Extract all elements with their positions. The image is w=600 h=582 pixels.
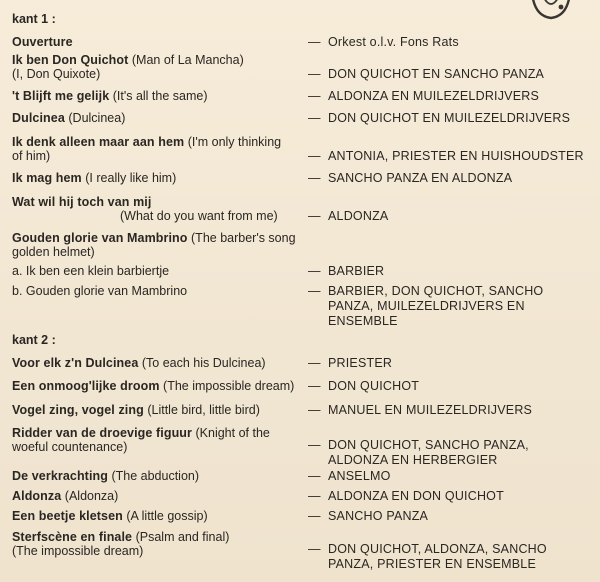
track-performers: BARBIER [328, 264, 385, 278]
dash: — [308, 209, 321, 223]
track-subtitle: (It's all the same) [112, 89, 208, 103]
track-performers: DON QUICHOT EN SANCHO PANZA [328, 67, 545, 81]
track-performers: BARBIER, DON QUICHOT, SANCHO [328, 284, 544, 298]
track-performers-line2: ALDONZA EN HERBERGIER [328, 453, 498, 467]
track-performers: DON QUICHOT, ALDONZA, SANCHO [328, 542, 547, 556]
dash: — [308, 149, 321, 163]
track-subtitle: (Knight of the [195, 426, 270, 440]
track-performers: DON QUICHOT [328, 379, 420, 393]
track-subtitle: (Man of La Mancha) [131, 53, 244, 67]
track-performers: Orkest o.l.v. Fons Rats [328, 35, 459, 49]
track-title: a. Ik ben een klein barbiertje [12, 264, 170, 278]
dash: — [308, 379, 321, 393]
track-subtitle: (I'm only thinking [187, 135, 282, 149]
track-subtitle: (I really like him) [85, 171, 177, 185]
track-title: Gouden glorie van Mambrino [12, 231, 188, 245]
track-performers: MANUEL EN MUILEZELDRIJVERS [328, 403, 533, 417]
dash: — [308, 284, 321, 298]
dash: — [308, 264, 321, 278]
track-title: Een onmoog'lijke droom [12, 379, 160, 393]
label-logo-icon [530, 0, 572, 20]
track-subtitle-line2: of him) [12, 149, 51, 163]
dash: — [308, 67, 321, 81]
track-subtitle-line2: golden helmet) [12, 245, 95, 259]
dash: — [308, 356, 321, 370]
dash: — [308, 403, 321, 417]
track-title: Ouverture [12, 35, 73, 49]
track-subtitle: (The impossible dream) [163, 379, 295, 393]
track-title: Ik denk alleen maar aan hem [12, 135, 185, 149]
track-title: Sterfscène en finale [12, 530, 133, 544]
track-subtitle: (Little bird, little bird) [147, 403, 260, 417]
track-title: Aldonza [12, 489, 62, 503]
track-subtitle-line2: (I, Don Quixote) [12, 67, 101, 81]
track-subtitle: (A little gossip) [126, 509, 208, 523]
dash: — [308, 469, 321, 483]
track-title: De verkrachting [12, 469, 108, 483]
track-performers: SANCHO PANZA EN ALDONZA [328, 171, 513, 185]
track-title: Ik ben Don Quichot [12, 53, 129, 67]
track-performers: ALDONZA EN DON QUICHOT [328, 489, 504, 503]
track-title: Voor elk z'n Dulcinea [12, 356, 139, 370]
track-title: Een beetje kletsen [12, 509, 123, 523]
track-performers: DON QUICHOT EN MUILEZELDRIJVERS [328, 111, 571, 125]
track-performers: ANSELMO [328, 469, 391, 483]
track-subtitle: (Aldonza) [64, 489, 119, 503]
track-title: b. Gouden glorie van Mambrino [12, 284, 188, 298]
dash: — [308, 542, 321, 556]
track-subtitle-line2: (The impossible dream) [12, 544, 144, 558]
track-title: Ik mag hem [12, 171, 82, 185]
dash: — [308, 489, 321, 503]
track-performers-line2: PANZA, PRIESTER EN ENSEMBLE [328, 557, 536, 571]
track-subtitle: (Dulcinea) [68, 111, 126, 125]
dash: — [308, 509, 321, 523]
track-title: Vogel zing, vogel zing [12, 403, 144, 417]
track-title: Ridder van de droevige figuur [12, 426, 193, 440]
track-performers: ALDONZA EN MUILEZELDRIJVERS [328, 89, 540, 103]
track-subtitle: (Psalm and final) [135, 530, 230, 544]
track-performers: DON QUICHOT, SANCHO PANZA, [328, 438, 529, 452]
track-title: Dulcinea [12, 111, 65, 125]
track-subtitle-line2: woeful countenance) [12, 440, 128, 454]
track-subtitle: (The abduction) [111, 469, 200, 483]
dash: — [308, 171, 321, 185]
track-subtitle-line2: (What do you want from me) [120, 209, 278, 223]
track-performers: ALDONZA [328, 209, 389, 223]
track-performers: SANCHO PANZA [328, 509, 429, 523]
side-2-heading: kant 2 : [12, 333, 56, 347]
track-subtitle: (To each his Dulcinea) [141, 356, 266, 370]
dash: — [308, 111, 321, 125]
track-title: Wat wil hij toch van mij [12, 195, 152, 209]
dash: — [308, 89, 321, 103]
track-performers: PRIESTER [328, 356, 393, 370]
track-performers-line2: PANZA, MUILEZELDRIJVERS EN [328, 299, 525, 313]
dash: — [308, 35, 321, 49]
track-subtitle: (The barber's song [191, 231, 296, 245]
dash: — [308, 438, 321, 452]
track-performers: ANTONIA, PRIESTER EN HUISHOUDSTER [328, 149, 584, 163]
track-performers-line3: ENSEMBLE [328, 314, 398, 328]
side-1-heading: kant 1 : [12, 12, 56, 26]
track-title: 't Blijft me gelijk [12, 89, 110, 103]
